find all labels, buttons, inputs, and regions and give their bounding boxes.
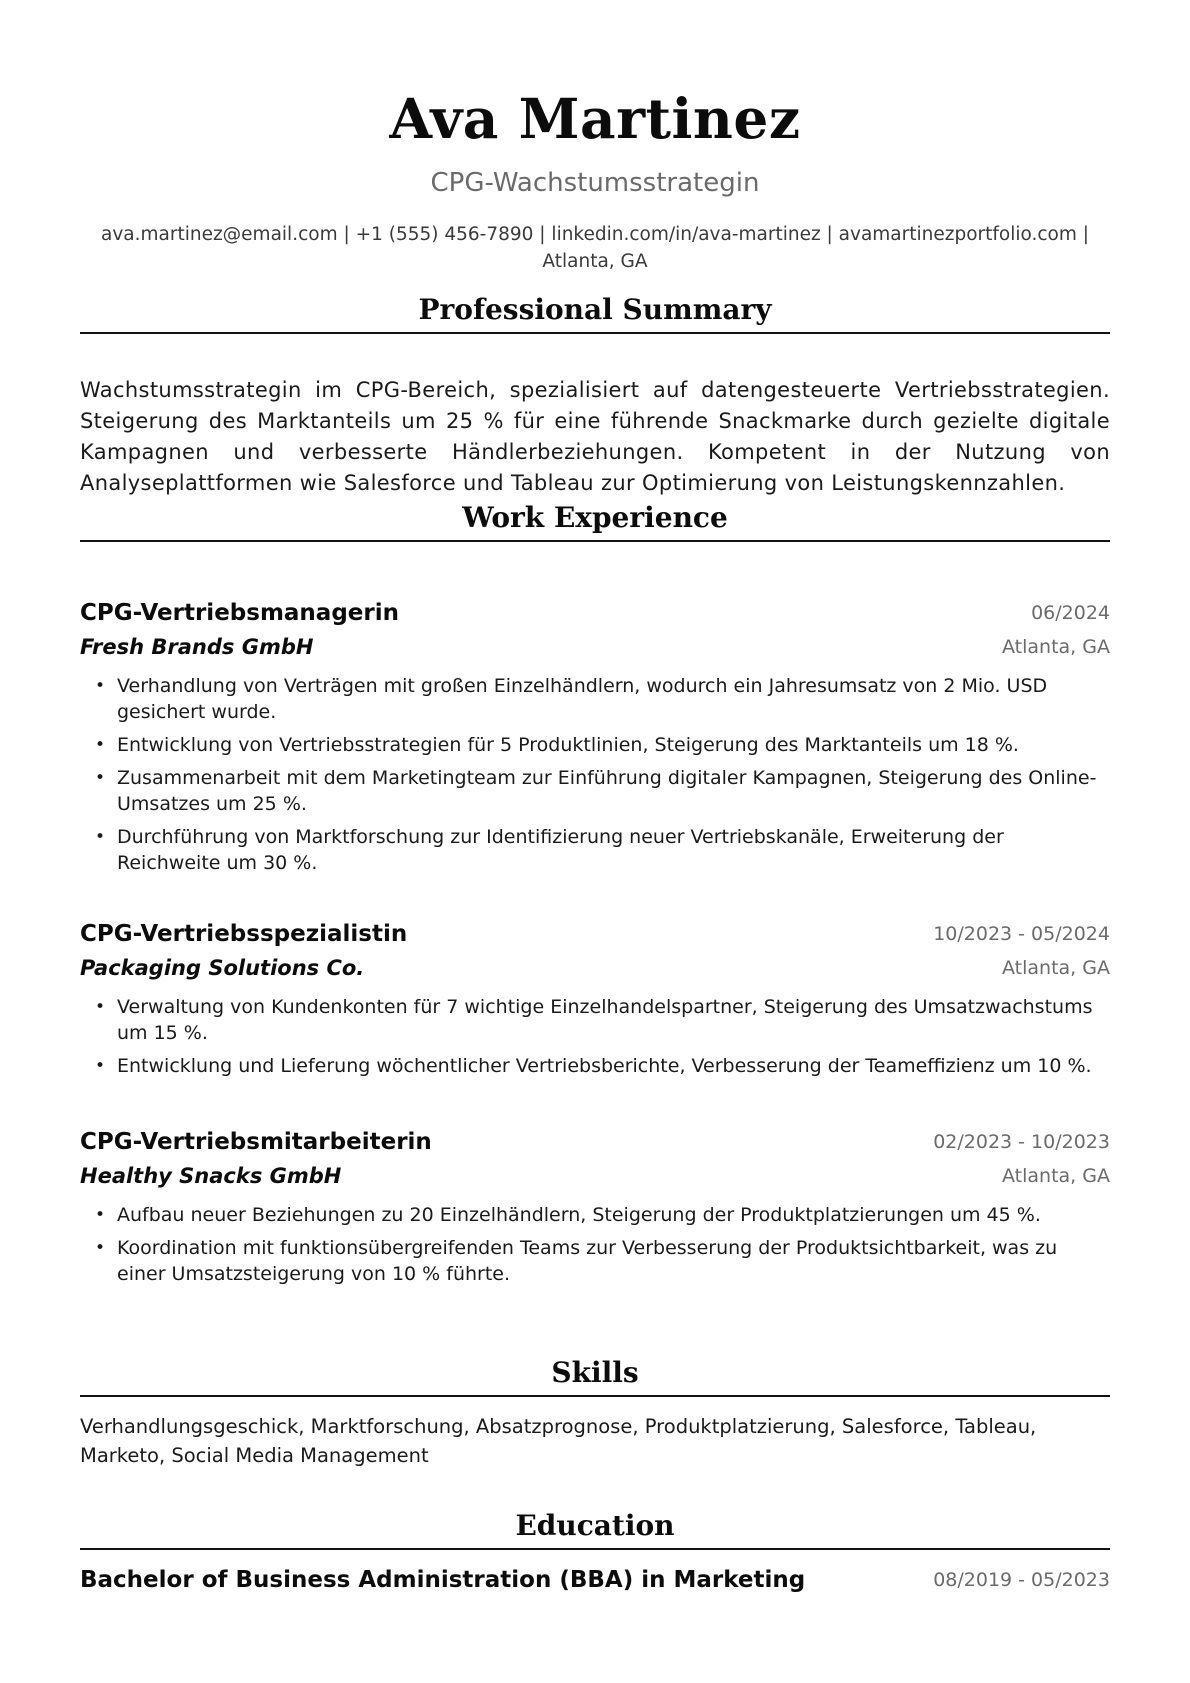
job-bullet: • Zusammenarbeit mit dem Marketingteam zur Einführung digitaler Kampagnen, Steigerung des Online-Umsatzes um 25 %. bbox=[80, 765, 1110, 817]
job-company: Packaging Solutions Co. bbox=[80, 956, 365, 980]
candidate-name: Ava Martinez bbox=[389, 86, 801, 151]
experience-heading: Work Experience bbox=[80, 500, 1110, 542]
job-date: 10/2023 - 05/2024 bbox=[933, 923, 1110, 945]
job-bullet: • Entwicklung und Lieferung wöchentlicher Vertriebsberichte, Verbesserung der Teameffizienz um 10 %. bbox=[80, 1053, 1110, 1079]
job-bullet: • Durchführung von Marktforschung zur Identifizierung neuer Vertriebskanäle, Erweiterung der Reichweite um 30 %. bbox=[80, 824, 1110, 876]
education-heading: Education bbox=[80, 1508, 1110, 1550]
job-bullet: • Verhandlung von Verträgen mit großen Einzelhändlern, wodurch ein Jahresumsatz von 2 Mio. USD gesichert wurde. bbox=[80, 673, 1110, 725]
job-location: Atlanta, GA bbox=[1002, 957, 1110, 979]
job-entry bbox=[80, 918, 1110, 1086]
job-company: Healthy Snacks GmbH bbox=[80, 1164, 342, 1188]
job-date: 02/2023 - 10/2023 bbox=[933, 1131, 1110, 1153]
job-role: CPG-Vertriebsmitarbeiterin bbox=[80, 1129, 432, 1155]
job-entry bbox=[80, 1126, 1110, 1294]
summary-text: Wachstumsstrategin im CPG-Bereich, spezialisiert auf datengesteuerte Vertriebsstrategien. Steigerung des Marktanteils um 25 % für eine führende Snackmarke durch gezielte digitale Kampagnen und verbesserte Händlerbeziehungen. Kompetent in der Nutzung von Analyseplattformen wie Salesforce und Tableau zur Optimierung von Leistungskennzahlen. bbox=[80, 378, 1110, 495]
job-bullet: • Koordination mit funktionsübergreifenden Teams zur Verbesserung der Produktsichtbarkeit, was zu einer Umsatzsteigerung von 10 % führte. bbox=[80, 1235, 1110, 1287]
summary-heading: Professional Summary bbox=[80, 292, 1110, 334]
job-location: Atlanta, GA bbox=[1002, 636, 1110, 658]
job-bullet: • Entwicklung von Vertriebsstrategien für 5 Produktlinien, Steigerung des Marktanteils um 18 %. bbox=[80, 732, 1110, 758]
job-bullet: • Aufbau neuer Beziehungen zu 20 Einzelhändlern, Steigerung der Produktplatzierungen um 45 %. bbox=[80, 1202, 1110, 1228]
job-role: CPG-Vertriebsspezialistin bbox=[80, 921, 408, 947]
job-bullets bbox=[80, 994, 1110, 1079]
skills-text: Verhandlungsgeschick, Marktforschung, Absatzprognose, Produktplatzierung, Salesforce, Tableau, Marketo, Social Media Management bbox=[80, 1415, 1037, 1467]
contact-line: ava.martinez@email.com | +1 (555) 456-7890 | linkedin.com/in/ava-martinez | avamartinezportfolio.com | Atlanta, GA bbox=[101, 224, 1089, 272]
job-bullets bbox=[80, 673, 1110, 876]
job-company: Fresh Brands GmbH bbox=[80, 635, 314, 659]
education-entry bbox=[80, 1564, 1110, 1598]
job-role: CPG-Vertriebsmanagerin bbox=[80, 600, 399, 626]
job-entry bbox=[80, 597, 1110, 883]
job-location: Atlanta, GA bbox=[1002, 1165, 1110, 1187]
education-date: 08/2019 - 05/2023 bbox=[933, 1569, 1110, 1591]
job-bullets bbox=[80, 1202, 1110, 1287]
job-date: 06/2024 bbox=[1031, 602, 1110, 624]
skills-heading: Skills bbox=[80, 1355, 1110, 1397]
candidate-title: CPG-Wachstumsstrategin bbox=[430, 168, 760, 198]
education-degree: Bachelor of Business Administration (BBA) in Marketing bbox=[80, 1567, 806, 1593]
job-bullet: • Verwaltung von Kundenkonten für 7 wichtige Einzelhandelspartner, Steigerung des Umsatzwachstums um 15 %. bbox=[80, 994, 1110, 1046]
